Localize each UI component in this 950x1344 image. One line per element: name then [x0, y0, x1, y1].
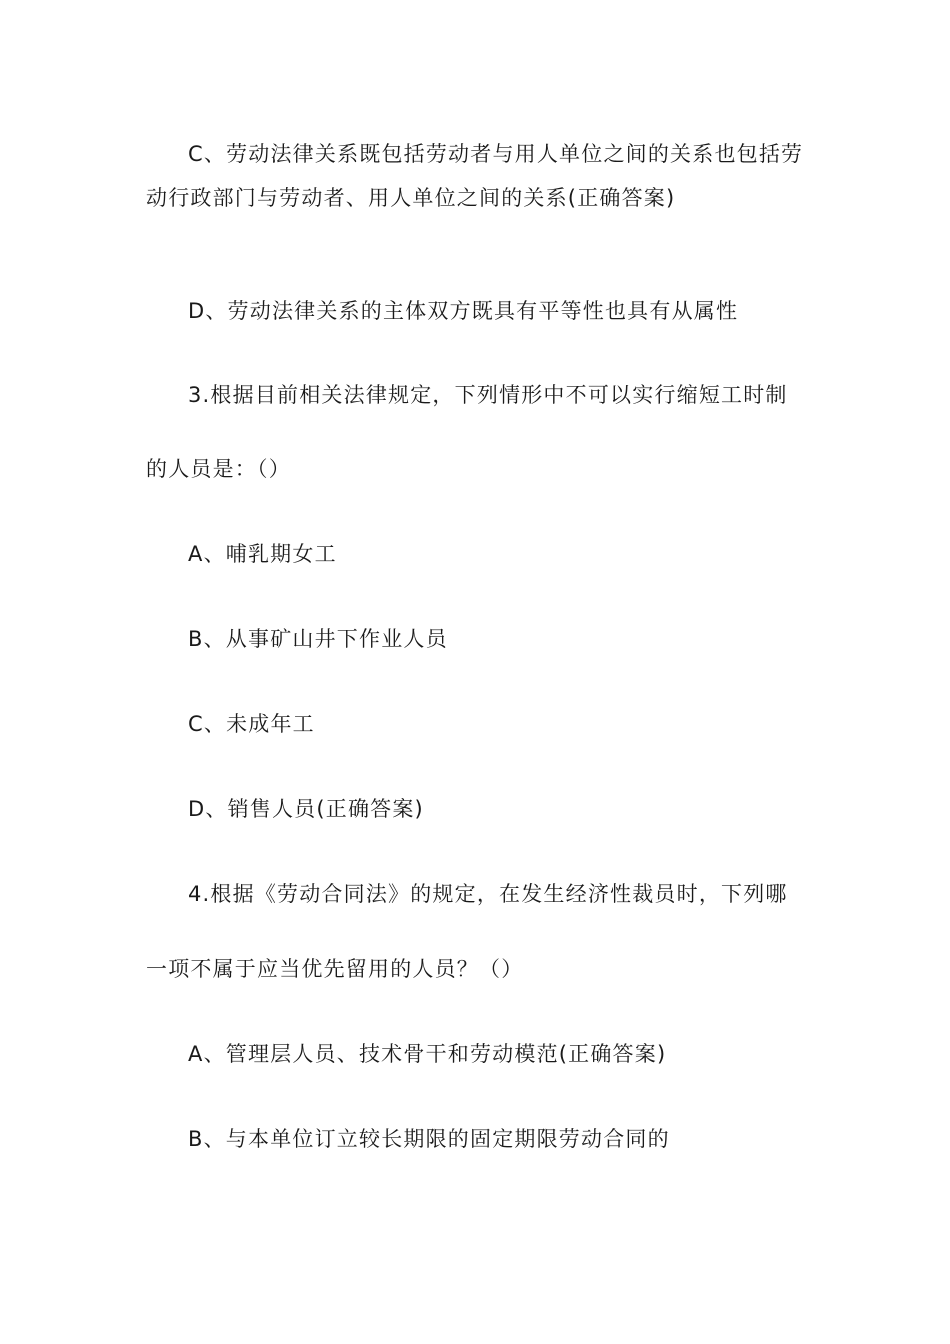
option-d: D、劳动法律关系的主体双方既具有平等性也具有从属性: [188, 299, 739, 323]
q4-option-a: A、管理层人员、技术骨干和劳动模范(正确答案): [188, 1042, 667, 1066]
question-3-line-1: 3.根据目前相关法律规定，下列情形中不可以实行缩短工时制: [188, 383, 788, 407]
q3-option-b: B、从事矿山井下作业人员: [188, 627, 448, 651]
option-c-line-1: C、劳动法律关系既包括劳动者与用人单位之间的关系也包括劳: [188, 142, 804, 166]
q3-option-a: A、哺乳期女工: [188, 542, 337, 566]
question-4-line-2: 一项不属于应当优先留用的人员？（）: [146, 957, 524, 981]
q3-option-c: C、未成年工: [188, 712, 315, 736]
question-4-line-1: 4.根据《劳动合同法》的规定，在发生经济性裁员时，下列哪: [188, 882, 788, 906]
option-c-line-2: 动行政部门与劳动者、用人单位之间的关系(正确答案): [146, 186, 676, 210]
q4-option-b: B、与本单位订立较长期限的固定期限劳动合同的: [188, 1127, 670, 1151]
q3-option-d: D、销售人员(正确答案): [188, 797, 424, 821]
question-3-line-2: 的人员是：（）: [146, 457, 291, 481]
